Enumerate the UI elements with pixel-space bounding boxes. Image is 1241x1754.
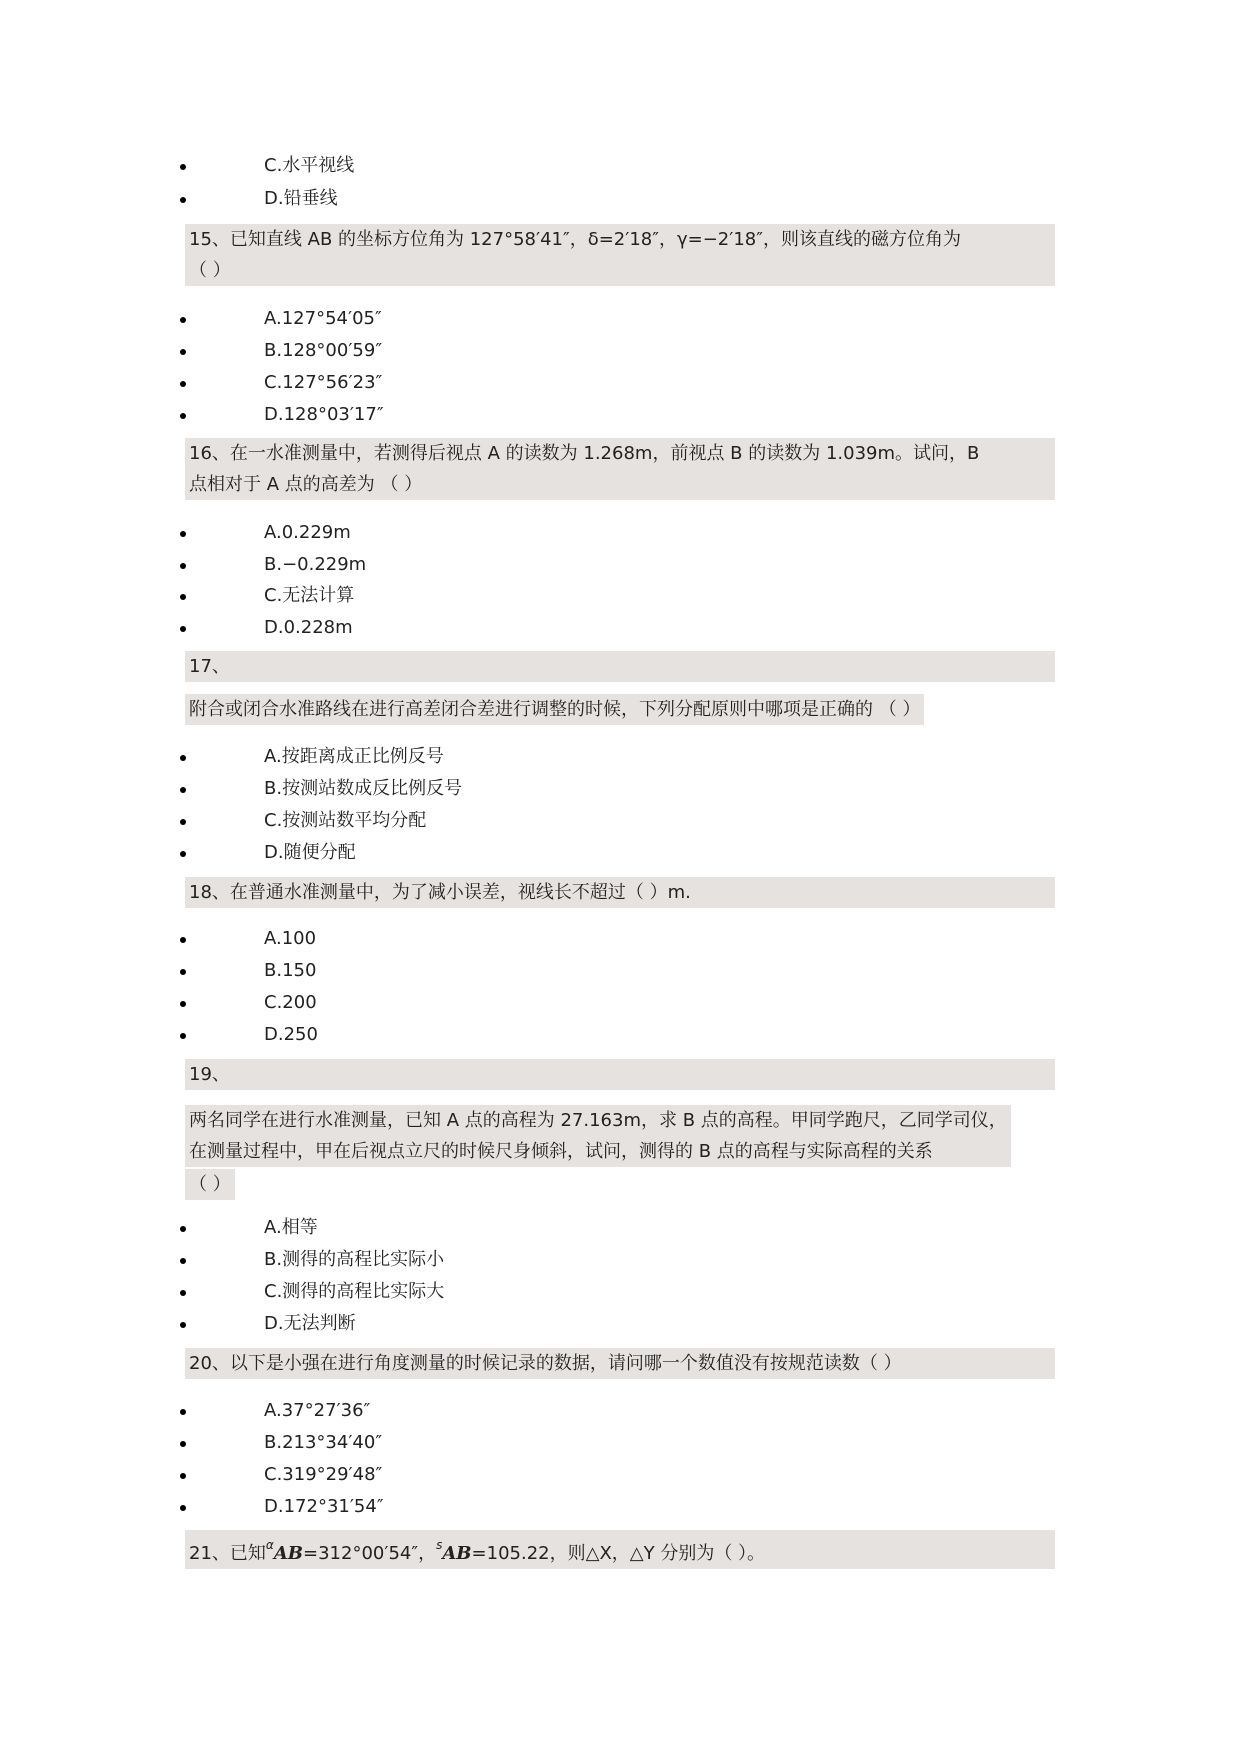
question-line: 15、已知直线 AB 的坐标方位角为 127°58′41″，δ=2′18″，γ=−2′18″，则该直线的磁方位角为 [189,229,961,250]
question-block [185,877,1055,908]
s-symbol: s [436,1538,443,1552]
ab-subscript-2: AB [442,1543,472,1564]
bullet-icon [180,626,186,632]
bullet-icon [180,1441,186,1447]
option-text: B.按测站数成反比例反号 [264,778,463,799]
bullet-icon [180,1033,186,1039]
option-text: A.相等 [264,1217,318,1238]
bullet-icon [180,1505,186,1511]
question-block [185,438,1055,500]
bullet-icon [180,1409,186,1415]
option-text: A.0.229m [264,522,351,543]
option-text: D.随便分配 [264,842,356,863]
option-text: B.128°00′59″ [264,340,383,361]
bullet-icon [180,851,186,857]
ab-subscript: AB [273,1543,304,1564]
option-text: B.213°34′40″ [264,1432,383,1453]
option-text: C.按测站数平均分配 [264,810,427,831]
bullet-icon [180,164,186,170]
question-line: 点相对于 A 点的高差为 （ ） [189,474,423,495]
option-text: D.250 [264,1024,318,1045]
bullet-icon [180,563,186,569]
option-text: B.测得的高程比实际小 [264,1249,445,1270]
bullet-icon [180,349,186,355]
option-text: A.按距离成正比例反号 [264,746,444,767]
bullet-icon [180,317,186,323]
question-block [185,694,924,725]
bullet-icon [180,531,186,537]
option-text: D.无法判断 [264,1313,356,1334]
option-text: C.127°56′23″ [264,372,383,393]
bullet-icon [180,1473,186,1479]
question-line: 17、 [189,656,230,677]
option-text: A.127°54′05″ [264,308,382,329]
option-text: C.无法计算 [264,585,355,606]
bullet-icon [180,197,186,203]
question-block [185,1105,1011,1167]
bullet-icon [180,969,186,975]
option-text: C.200 [264,992,317,1013]
question-line: 两名同学在进行水准测量，已知 A 点的高程为 27.163m，求 B 点的高程。甲同学跑尺，乙同学司仪， [189,1110,1007,1131]
question-line: 16、在一水准测量中，若测得后视点 A 的读数为 1.268m，前视点 B 的读数为 1.039m。试问，B [189,443,980,464]
question-21-suffix: =105.22，则△X，△Y 分别为（ ）。 [471,1543,766,1564]
option-text: B.−0.229m [264,554,367,575]
bullet-icon [180,787,186,793]
bullet-icon [180,819,186,825]
question-line: 19、 [189,1064,230,1085]
question-21-middle: =312°00′54″， [303,1543,437,1564]
question-line: 20、以下是小强在进行角度测量的时候记录的数据，请问哪一个数值没有按规范读数（ ） [189,1353,902,1374]
question-block [185,224,1055,286]
option-text: A.37°27′36″ [264,1400,371,1421]
question-block [185,1059,1055,1090]
bullet-icon [180,594,186,600]
question-line: 18、在普通水准测量中，为了减小误差，视线长不超过（ ）m. [189,882,691,903]
option-text: C.水平视线 [264,155,355,176]
option-text: D.128°03′17″ [264,404,384,425]
option-text: D.铅垂线 [264,188,338,209]
question-line: 在测量过程中，甲在后视点立尺的时候尺身倾斜，试问，测得的 B 点的高程与实际高程的关系 [189,1141,933,1162]
question-line: （ ） [189,1174,231,1195]
bullet-icon [180,755,186,761]
bullet-icon [180,937,186,943]
alpha-symbol: α [265,1538,274,1552]
option-text: B.150 [264,960,317,981]
bullet-icon [180,1322,186,1328]
question-21-prefix: 21、已知 [189,1543,266,1564]
question-block [185,651,1055,682]
bullet-icon [180,381,186,387]
bullet-icon [180,1258,186,1264]
option-text: D.0.228m [264,617,353,638]
question-line: 附合或闭合水准路线在进行高差闭合差进行调整的时候，下列分配原则中哪项是正确的 （ ） [189,699,921,720]
question-line: （ ） [189,260,231,281]
option-text: C.测得的高程比实际大 [264,1281,445,1302]
bullet-icon [180,413,186,419]
option-text: C.319°29′48″ [264,1464,383,1485]
question-block [185,1348,1055,1379]
question-21 [185,1530,1055,1569]
option-text: A.100 [264,928,317,949]
bullet-icon [180,1001,186,1007]
question-block [185,1169,235,1200]
option-text: D.172°31′54″ [264,1496,384,1517]
bullet-icon [180,1290,186,1296]
bullet-icon [180,1226,186,1232]
